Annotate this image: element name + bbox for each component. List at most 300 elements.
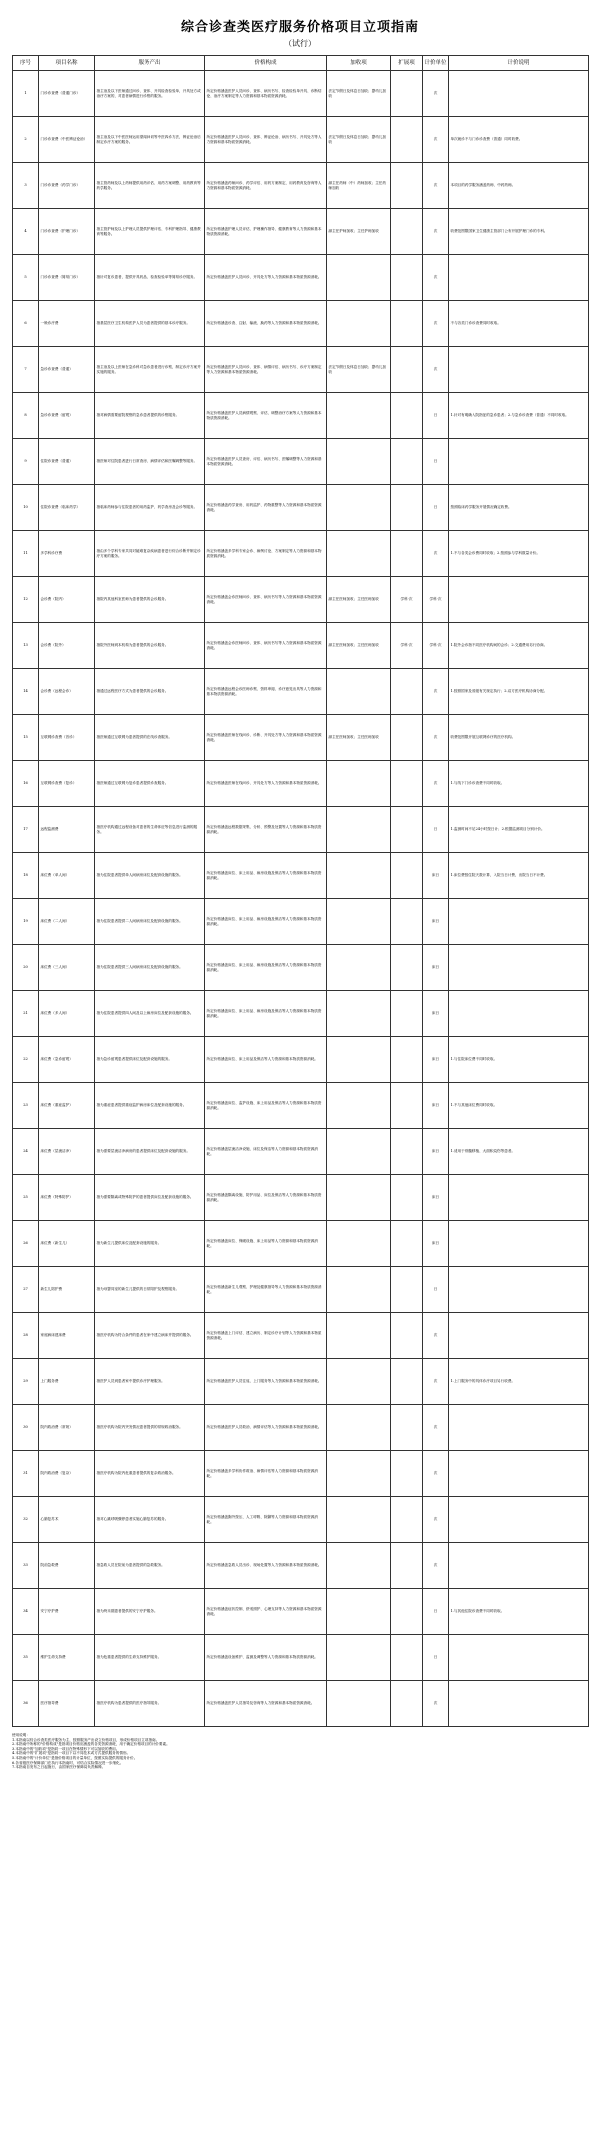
- cell-ext: [391, 1083, 423, 1129]
- cell-add: 法定节假日及休息日加收；婴幼儿加收: [327, 71, 391, 117]
- cell-output: 指主治及以下中医医师运用望闻问切等中医四诊方法，辨证论治后制定诊疗方案的服务。: [95, 117, 205, 163]
- note-line: 7.本指南自发布之日起施行，由国家医疗保障局负责解释。: [12, 1765, 106, 1770]
- cell-output: 指为终末期患者提供的安宁疗护服务。: [95, 1589, 205, 1635]
- cell-add: 法定节假日及休息日加收；婴幼儿加收: [327, 347, 391, 393]
- cell-note: [449, 1313, 589, 1359]
- cell-unit: 日: [423, 807, 449, 853]
- cell-ext: [391, 117, 423, 163]
- cell-note: 1.针对有明确入院指征的急诊患者；2.与急诊诊查费（普通）不同时收取。: [449, 393, 589, 439]
- cell-no: 33: [13, 1543, 39, 1589]
- cell-output: 指医疗机构为符合条件的患者在家中建立病床并提供的服务。: [95, 1313, 205, 1359]
- cell-output: 指急救人员在院前为患者提供的急救服务。: [95, 1543, 205, 1589]
- cell-ext: [391, 1681, 423, 1727]
- cell-add: 副主任医师加收；主任医师加收: [327, 715, 391, 761]
- cell-name: 床位费（多人间）: [39, 991, 95, 1037]
- cell-name: 会诊费（院外）: [39, 623, 95, 669]
- cell-output: 指为住院患者提供二人间病房床位及配套设施的服务。: [95, 899, 205, 945]
- pricing-table: [12, 55, 589, 1727]
- cell-name: 新生儿陪护费: [39, 1267, 95, 1313]
- cell-no: 2: [13, 117, 39, 163]
- cell-price: 所定价格涵盖床位、监护设施、床上用品及保洁等人力资源和基本物质资源消耗。: [205, 1083, 327, 1129]
- cell-name: 门诊诊查费（普通门诊）: [39, 71, 95, 117]
- cell-price: 所定价格涵盖会诊医师问诊、查体、病历书写等人力资源和基本物质资源消耗。: [205, 577, 327, 623]
- header-name: 项目名称: [39, 56, 95, 71]
- cell-name: 院前急救费: [39, 1543, 95, 1589]
- cell-ext: [391, 163, 423, 209]
- cell-output: 指为需要隔离或特殊防护的患者提供床位及配套设施的服务。: [95, 1175, 205, 1221]
- cell-unit: 次: [423, 301, 449, 347]
- cell-note: [449, 1405, 589, 1451]
- cell-unit: 次: [423, 531, 449, 577]
- cell-add: [327, 991, 391, 1037]
- cell-ext: [391, 393, 423, 439]
- cell-add: 副主任药师（中）药师加收；主任药师加收: [327, 163, 391, 209]
- usage-notes: [12, 1733, 588, 1770]
- table-row: [13, 1221, 589, 1267]
- note-line: 2.本指南中所称的"价格构成"是指项目价格应涵盖的各类资源消耗，用于确定价格项目的计价要素。: [12, 1742, 170, 1747]
- cell-no: 1: [13, 71, 39, 117]
- cell-no: 25: [13, 1175, 39, 1221]
- table-row: [13, 439, 589, 485]
- table-row: [13, 715, 589, 761]
- cell-name: 安宁疗护费: [39, 1589, 95, 1635]
- cell-no: 36: [13, 1681, 39, 1727]
- cell-ext: [391, 1129, 423, 1175]
- table-header-row: [13, 56, 589, 71]
- table-row: [13, 1589, 589, 1635]
- header-output: 服务产出: [95, 56, 205, 71]
- cell-add: [327, 1451, 391, 1497]
- cell-add: [327, 1681, 391, 1727]
- cell-ext: [391, 991, 423, 1037]
- cell-unit: 次: [423, 1359, 449, 1405]
- cell-ext: [391, 71, 423, 117]
- cell-add: [327, 899, 391, 945]
- cell-ext: 学科·次: [391, 577, 423, 623]
- cell-no: 8: [13, 393, 39, 439]
- cell-unit: 次: [423, 117, 449, 163]
- cell-note: [449, 255, 589, 301]
- cell-output: 指为新生儿提供床位及配套设施的服务。: [95, 1221, 205, 1267]
- cell-unit: 床日: [423, 1129, 449, 1175]
- cell-ext: [391, 347, 423, 393]
- cell-price: 所定价格涵盖医师在线问诊、诊断、开具处方等人力资源和基本物质资源消耗。: [205, 715, 327, 761]
- cell-output: 指为住院患者提供单人间病房床位及配套设施的服务。: [95, 853, 205, 899]
- cell-add: [327, 1267, 391, 1313]
- cell-note: [449, 439, 589, 485]
- cell-ext: [391, 209, 423, 255]
- header-no: 序号: [13, 56, 39, 71]
- table-row: [13, 1083, 589, 1129]
- header-note: 计价说明: [449, 56, 589, 71]
- cell-note: [449, 1543, 589, 1589]
- table-row: [13, 1451, 589, 1497]
- cell-unit: 次: [423, 1313, 449, 1359]
- notes-list: [12, 1738, 588, 1770]
- cell-note: 1.监测时间不足24小时按日计；2.根据监测项目分别计价。: [449, 807, 589, 853]
- cell-price: 所定价格涵盖设备维护、监测及调整等人力资源和基本物质资源消耗。: [205, 1635, 327, 1681]
- cell-price: 所定价格涵盖医护人员救治、病情评估等人力资源和基本物质资源消耗。: [205, 1405, 327, 1451]
- cell-add: [327, 255, 391, 301]
- cell-no: 28: [13, 1313, 39, 1359]
- table-row: [13, 71, 589, 117]
- table-row: [13, 761, 589, 807]
- note-line: 4.本指南中的"扩展项"是指同一项目下以不同技术或方式提供服务的情形。: [12, 1751, 131, 1756]
- cell-add: 副主任护师加收；主任护师加收: [327, 209, 391, 255]
- cell-note: [449, 1635, 589, 1681]
- table-row: [13, 1129, 589, 1175]
- cell-ext: [391, 439, 423, 485]
- cell-note: [449, 577, 589, 623]
- table-row: [13, 853, 589, 899]
- cell-unit: 床日: [423, 991, 449, 1037]
- cell-ext: [391, 761, 423, 807]
- cell-ext: [391, 945, 423, 991]
- cell-add: [327, 761, 391, 807]
- table-row: [13, 1681, 589, 1727]
- cell-add: [327, 1543, 391, 1589]
- document-title: 综合诊查类医疗服务价格项目立项指南: [180, 20, 419, 35]
- table-row: [13, 209, 589, 255]
- cell-output: 指针对复诊患者，提供开具药品、检查检验单等简易诊疗服务。: [95, 255, 205, 301]
- cell-output: 指对病情需要留院观察的急诊患者提供的诊察服务。: [95, 393, 205, 439]
- cell-price: 所定价格涵盖急救人员出诊、现场处置等人力资源和基本物质资源消耗。: [205, 1543, 327, 1589]
- cell-no: 26: [13, 1221, 39, 1267]
- cell-no: 6: [13, 301, 39, 347]
- cell-price: 所定价格涵盖医师在线问诊、开具处方等人力资源和基本物质资源消耗。: [205, 761, 327, 807]
- cell-add: [327, 1221, 391, 1267]
- cell-no: 15: [13, 715, 39, 761]
- cell-output: 指为住院患者提供三人间病房床位及配套设施的服务。: [95, 945, 205, 991]
- cell-output: 指为需要层流洁净病房的患者提供床位及配套设施的服务。: [95, 1129, 205, 1175]
- cell-note: [449, 1267, 589, 1313]
- cell-add: [327, 669, 391, 715]
- cell-add: [327, 531, 391, 577]
- cell-price: 所定价格涵盖床位、床上用品、病房设施及保洁等人力资源和基本物质资源消耗。: [205, 899, 327, 945]
- note-line: 6.各省级医疗保障部门在执行本指南时，可结合实际情况进一步细化。: [12, 1760, 124, 1765]
- cell-price: 所定价格涵盖多学科协作救治、病情评估等人力资源和基本物质资源消耗。: [205, 1451, 327, 1497]
- cell-name: 急诊诊查费（普通）: [39, 347, 95, 393]
- cell-ext: [391, 531, 423, 577]
- cell-note: 1.适用于骨髓移植、大面积烧伤等患者。: [449, 1129, 589, 1175]
- table-row: [13, 393, 589, 439]
- cell-no: 19: [13, 899, 39, 945]
- cell-no: 14: [13, 669, 39, 715]
- cell-note: 1.与线下门诊诊查费不同时收取。: [449, 761, 589, 807]
- cell-unit: 日: [423, 393, 449, 439]
- cell-price: 所定价格涵盖胸外按压、人工呼吸、除颤等人力资源和基本物质资源消耗。: [205, 1497, 327, 1543]
- cell-price: 所定价格涵盖药师问诊、药学评估、用药方案制定、用药教育及咨询等人力资源和基本物质资源消耗。: [205, 163, 327, 209]
- cell-name: 会诊费（远程会诊）: [39, 669, 95, 715]
- cell-no: 24: [13, 1129, 39, 1175]
- cell-price: 所定价格涵盖医护人员病情观察、评估、调整治疗方案等人力资源和基本物质资源消耗。: [205, 393, 327, 439]
- cell-no: 11: [13, 531, 39, 577]
- cell-no: 4: [13, 209, 39, 255]
- table-row: [13, 163, 589, 209]
- cell-name: 门诊诊查费（药学门诊）: [39, 163, 95, 209]
- cell-output: 指为重症患者提供重症监护病房床位及配套设施的服务。: [95, 1083, 205, 1129]
- cell-output: 指医疗机构通过远程设备对患者的生命体征等信息进行监测的服务。: [95, 807, 205, 853]
- cell-no: 29: [13, 1359, 39, 1405]
- cell-price: 所定价格涵盖症状控制、舒适照护、心理支持等人力资源和基本物质资源消耗。: [205, 1589, 327, 1635]
- cell-ext: [391, 301, 423, 347]
- cell-output: 指基层医疗卫生机构医护人员为患者提供的基本诊疗服务。: [95, 301, 205, 347]
- cell-no: 13: [13, 623, 39, 669]
- cell-note: 1.床位费按住院天数计算，入院当日计费，出院当日不计费。: [449, 853, 589, 899]
- cell-unit: 次: [423, 209, 449, 255]
- cell-unit: 次: [423, 761, 449, 807]
- cell-ext: [391, 1221, 423, 1267]
- cell-ext: [391, 1497, 423, 1543]
- cell-name: 上门服务费: [39, 1359, 95, 1405]
- cell-add: 副主任医师加收；主任医师加收: [327, 577, 391, 623]
- cell-ext: [391, 1589, 423, 1635]
- cell-name: 床位费（二人间）: [39, 899, 95, 945]
- cell-price: 所定价格涵盖床位、床上用品、病房设施及保洁等人力资源和基本物质资源消耗。: [205, 853, 327, 899]
- cell-add: [327, 1129, 391, 1175]
- cell-note: 单次就诊不与门诊诊查费（普通）同时收费。: [449, 117, 589, 163]
- cell-price: 所定价格涵盖医护人员指导及咨询等人力资源和基本物质资源消耗。: [205, 1681, 327, 1727]
- cell-note: [449, 1681, 589, 1727]
- cell-unit: 次: [423, 1405, 449, 1451]
- cell-ext: [391, 899, 423, 945]
- cell-output: 指通过远程医疗方式为患者提供的会诊服务。: [95, 669, 205, 715]
- cell-add: [327, 1497, 391, 1543]
- cell-output: 指为母婴同室的新生儿提供的日常陪护及观察服务。: [95, 1267, 205, 1313]
- cell-price: 所定价格涵盖多学科专家会诊、病例讨论、方案制定等人力资源和基本物质资源消耗。: [205, 531, 327, 577]
- cell-price: 所定价格涵盖医护人员查房、评估、病历书写、医嘱调整等人力资源和基本物质资源消耗。: [205, 439, 327, 485]
- cell-name: 医疗指导费: [39, 1681, 95, 1727]
- cell-price: 所定价格涵盖护理人员评估、护理操作指导、健康教育等人力资源和基本物质资源消耗。: [205, 209, 327, 255]
- cell-add: [327, 1359, 391, 1405]
- cell-no: 10: [13, 485, 39, 531]
- cell-unit: 床日: [423, 1037, 449, 1083]
- cell-add: [327, 1037, 391, 1083]
- cell-output: 指主管药师及以上药师提供用药评估、用药方案调整、用药教育等药学服务。: [95, 163, 205, 209]
- cell-unit: 床日: [423, 899, 449, 945]
- cell-unit: 次: [423, 1451, 449, 1497]
- table-row: [13, 1405, 589, 1451]
- cell-name: 会诊费（院内）: [39, 577, 95, 623]
- cell-name: 门诊诊查费（简易门诊）: [39, 255, 95, 301]
- cell-add: [327, 1635, 391, 1681]
- cell-price: 所定价格涵盖远程会诊医师诊察、资料审阅、诊疗意见出具等人力资源和基本物质资源消耗。: [205, 669, 327, 715]
- cell-unit: 床日: [423, 1083, 449, 1129]
- cell-ext: [391, 715, 423, 761]
- cell-unit: 日: [423, 485, 449, 531]
- cell-no: 22: [13, 1037, 39, 1083]
- cell-output: 指医疗机构为院内危重患者提供的复杂救治服务。: [95, 1451, 205, 1497]
- table-row: [13, 117, 589, 163]
- table-row: [13, 1267, 589, 1313]
- cell-output: 指主治及以下医师通过问诊、查体、开具检查检验单，开具处方或治疗方案的，对患者病情进行诊察的服务。: [95, 71, 205, 117]
- cell-unit: 床日: [423, 853, 449, 899]
- cell-add: [327, 1175, 391, 1221]
- notes-title: 使用说明：: [12, 1733, 30, 1737]
- cell-price: 所定价格涵盖医护人员问诊、查体、辨证论治、病历书写、开具处方等人力资源和基本物质资源消耗。: [205, 117, 327, 163]
- cell-no: 12: [13, 577, 39, 623]
- header-unit: 计价单位: [423, 56, 449, 71]
- cell-ext: [391, 1359, 423, 1405]
- note-line: 5.本指南中的"计价单位"是指价格项目的计量单位，按照实际提供的服务计价。: [12, 1755, 138, 1760]
- cell-note: 1.与其他住院诊查费不同时收取。: [449, 1589, 589, 1635]
- cell-note: 1.不与其他床位费同时收取。: [449, 1083, 589, 1129]
- cell-price: 所定价格涵盖医护人员问诊、查体、病情评估、病历书写、诊疗方案制定等人力资源和基本物质资源消耗。: [205, 347, 327, 393]
- cell-add: [327, 853, 391, 899]
- cell-no: 32: [13, 1497, 39, 1543]
- cell-unit: 日: [423, 1267, 449, 1313]
- table-row: [13, 1359, 589, 1405]
- cell-output: 指医师通过互联网为患者提供的在线诊查服务。: [95, 715, 205, 761]
- cell-ext: [391, 1267, 423, 1313]
- cell-price: 所定价格涵盖隔离设施、防护用品、床位及保洁等人力资源和基本物质资源消耗。: [205, 1175, 327, 1221]
- cell-add: 法定节假日及休息日加收；婴幼儿加收: [327, 117, 391, 163]
- cell-price: 所定价格涵盖药学查房、用药监护、药物重整等人力资源和基本物质资源消耗。: [205, 485, 327, 531]
- cell-no: 35: [13, 1635, 39, 1681]
- cell-unit: 床日: [423, 1175, 449, 1221]
- table-row: [13, 301, 589, 347]
- cell-name: 门诊诊查费（护理门诊）: [39, 209, 95, 255]
- cell-unit: 次: [423, 669, 449, 715]
- cell-ext: [391, 853, 423, 899]
- cell-note: 收费范围限国家卫生健康主管部门公布开展护理门诊的专科。: [449, 209, 589, 255]
- cell-note: [449, 347, 589, 393]
- cell-add: [327, 439, 391, 485]
- cell-output: 指主管护师及以上护理人员提供护理评估、专科护理指导、健康教育等服务。: [95, 209, 205, 255]
- cell-name: 家庭病床建床费: [39, 1313, 95, 1359]
- cell-ext: [391, 1405, 423, 1451]
- cell-note: [449, 899, 589, 945]
- cell-note: 1.与住院床位费不同时收取。: [449, 1037, 589, 1083]
- cell-output: 指院内其他科室医师为患者提供的会诊服务。: [95, 577, 205, 623]
- cell-name: 互联网诊查费（首诊）: [39, 715, 95, 761]
- cell-unit: 次: [423, 1543, 449, 1589]
- cell-note: 1.按照国家及省级有关规定执行；2.双方医疗机构协商分配。: [449, 669, 589, 715]
- cell-name: 住院诊查费（普通）: [39, 439, 95, 485]
- cell-name: 床位费（单人间）: [39, 853, 95, 899]
- cell-add: [327, 1083, 391, 1129]
- cell-note: [449, 991, 589, 1037]
- cell-output: 指医疗机构为院内突发情况患者提供的常规救治服务。: [95, 1405, 205, 1451]
- cell-ext: 学科·次: [391, 623, 423, 669]
- cell-add: [327, 393, 391, 439]
- cell-name: 床位费（新生儿）: [39, 1221, 95, 1267]
- cell-unit: 学科·次: [423, 623, 449, 669]
- cell-output: 指医护人员到患者家中提供诊疗护理服务。: [95, 1359, 205, 1405]
- cell-no: 30: [13, 1405, 39, 1451]
- cell-unit: 次: [423, 1681, 449, 1727]
- cell-price: 所定价格涵盖医护人员问诊、查体、病历书写、检查检验单开具、诊断结论、治疗方案制定等人力资源和基本物质资源消耗。: [205, 71, 327, 117]
- cell-unit: 床日: [423, 1221, 449, 1267]
- cell-unit: 次: [423, 715, 449, 761]
- cell-note: 不与各类门诊诊查费同时收取。: [449, 301, 589, 347]
- cell-unit: 次: [423, 163, 449, 209]
- cell-name: 院内救治费（常规）: [39, 1405, 95, 1451]
- cell-note: 本项目的药学服务涵盖药师、中药药师。: [449, 163, 589, 209]
- cell-ext: [391, 1635, 423, 1681]
- cell-note: 1.不与各类会诊费同时收取；2.按照参与学科数量计价。: [449, 531, 589, 577]
- cell-name: 心肺复苏术: [39, 1497, 95, 1543]
- cell-no: 5: [13, 255, 39, 301]
- cell-no: 9: [13, 439, 39, 485]
- cell-output: 指由多个学科专家共同对疑难复杂疾病患者进行综合诊断并制定诊疗方案的服务。: [95, 531, 205, 577]
- cell-price: 所定价格涵盖床位、床上用品、病房设施及保洁等人力资源和基本物质资源消耗。: [205, 945, 327, 991]
- cell-note: [449, 945, 589, 991]
- note-line: 3.本指南中的"加收项"是指同一项目在特殊情形下可以加收的费用。: [12, 1746, 120, 1751]
- cell-note: 1.院外会诊指不同医疗机构间的会诊；2.交通费用另行协商。: [449, 623, 589, 669]
- cell-no: 7: [13, 347, 39, 393]
- cell-output: 指医师通过互联网为复诊患者提供诊查服务。: [95, 761, 205, 807]
- note-line: 1.本指南以综合诊查类医疗服务为主，按照服务产出设立价格项目，形成价格项目立项指南。: [12, 1737, 160, 1742]
- table-row: [13, 899, 589, 945]
- cell-price: 所定价格涵盖远程数据采集、分析、预警及处置等人力资源和基本物质资源消耗。: [205, 807, 327, 853]
- table-row: [13, 991, 589, 1037]
- document-subtitle: （试行）: [284, 39, 316, 48]
- cell-unit: 日: [423, 1589, 449, 1635]
- cell-add: [327, 945, 391, 991]
- cell-no: 21: [13, 991, 39, 1037]
- cell-name: 住院诊查费（临床药学）: [39, 485, 95, 531]
- cell-output: 指为危重患者提供的生命支持维护服务。: [95, 1635, 205, 1681]
- cell-ext: [391, 255, 423, 301]
- cell-unit: 日: [423, 1635, 449, 1681]
- cell-unit: 次: [423, 1497, 449, 1543]
- table-row: [13, 577, 589, 623]
- cell-unit: 学科·次: [423, 577, 449, 623]
- cell-name: 多学科诊疗费: [39, 531, 95, 577]
- header-price: 价格构成: [205, 56, 327, 71]
- table-row: [13, 347, 589, 393]
- cell-name: 急诊诊查费（留观）: [39, 393, 95, 439]
- cell-ext: [391, 1451, 423, 1497]
- table-row: [13, 623, 589, 669]
- cell-output: 指主治及以上医师在急诊科对急诊患者进行诊察，制定诊疗方案并实施的服务。: [95, 347, 205, 393]
- cell-price: 所定价格涵盖床位、床上用品、病房设施及保洁等人力资源和基本物质资源消耗。: [205, 991, 327, 1037]
- cell-ext: [391, 1037, 423, 1083]
- cell-output: 指医疗机构为患者提供的医疗指导服务。: [95, 1681, 205, 1727]
- cell-no: 31: [13, 1451, 39, 1497]
- cell-no: 18: [13, 853, 39, 899]
- cell-name: 床位费（三人间）: [39, 945, 95, 991]
- cell-unit: 次: [423, 347, 449, 393]
- table-row: [13, 945, 589, 991]
- cell-output: 指医师对住院患者进行日常查房、病情评估和医嘱调整等服务。: [95, 439, 205, 485]
- cell-name: 床位费（特殊防护）: [39, 1175, 95, 1221]
- cell-price: 所定价格涵盖医护人员问诊、开具处方等人力资源和基本物质资源消耗。: [205, 255, 327, 301]
- cell-price: 所定价格涵盖上门评估、建立病历、制定诊疗计划等人力资源和基本物质资源消耗。: [205, 1313, 327, 1359]
- cell-no: 20: [13, 945, 39, 991]
- cell-no: 23: [13, 1083, 39, 1129]
- cell-add: [327, 1313, 391, 1359]
- cell-note: [449, 1175, 589, 1221]
- cell-unit: 日: [423, 439, 449, 485]
- cell-output: 指临床药师参与住院患者的用药监护、药学查房及会诊等服务。: [95, 485, 205, 531]
- cell-no: 16: [13, 761, 39, 807]
- cell-note: [449, 1497, 589, 1543]
- cell-name: 床位费（重症监护）: [39, 1083, 95, 1129]
- cell-price: 所定价格涵盖床位、床上用品及保洁等人力资源和基本物质资源消耗。: [205, 1037, 327, 1083]
- cell-ext: [391, 485, 423, 531]
- cell-price: 所定价格涵盖层流洁净设施、床位及保洁等人力资源和基本物质资源消耗。: [205, 1129, 327, 1175]
- cell-ext: [391, 1313, 423, 1359]
- cell-price: 所定价格涵盖新生儿观察、护理及健康指导等人力资源和基本物质资源消耗。: [205, 1267, 327, 1313]
- cell-ext: [391, 807, 423, 853]
- cell-price: 所定价格涵盖会诊医师问诊、查体、病历书写等人力资源和基本物质资源消耗。: [205, 623, 327, 669]
- cell-name: 院内救治费（复杂）: [39, 1451, 95, 1497]
- cell-add: 副主任医师加收；主任医师加收: [327, 623, 391, 669]
- cell-name: 互联网诊查费（复诊）: [39, 761, 95, 807]
- cell-no: 17: [13, 807, 39, 853]
